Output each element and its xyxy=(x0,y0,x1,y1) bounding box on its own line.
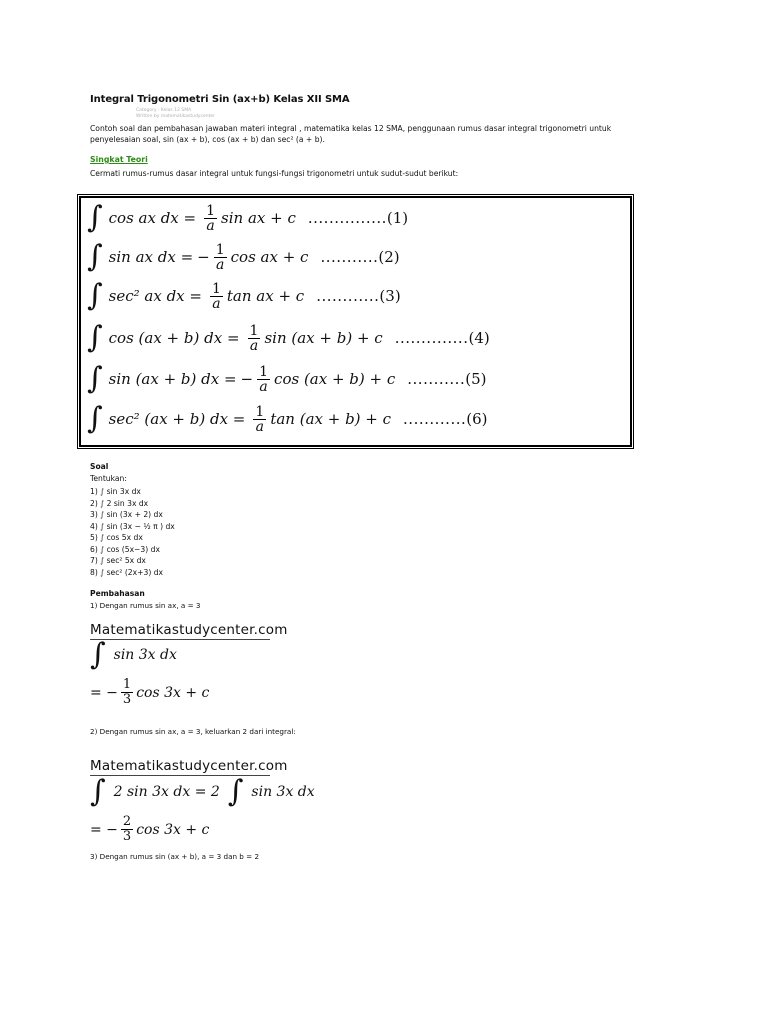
formula-dots: ............... xyxy=(307,209,387,227)
formula-sign: − xyxy=(240,370,254,388)
formula-dots: ........... xyxy=(320,248,379,266)
list-item: 3) ∫ sin (3x + 2) dx xyxy=(90,510,163,519)
formula-fraction xyxy=(214,243,227,272)
fraction-numerator: 1 xyxy=(211,280,221,297)
formula-row xyxy=(87,200,408,236)
formula-rhs: sin (ax + b) + c xyxy=(264,329,383,347)
formula-row xyxy=(87,278,401,314)
step2-caption: 2) Dengan rumus sin ax, a = 3, keluarkan 2 dari integral: xyxy=(90,727,296,736)
formula-dots: ........... xyxy=(407,370,466,388)
document-title: Integral Trigonometri Sin (ax+b) Kelas XII SMA xyxy=(90,94,350,105)
formula-tag: (4) xyxy=(468,329,490,347)
step2-result xyxy=(90,815,209,844)
integral-sign: ∫ xyxy=(87,361,103,396)
integral-sign: ∫ xyxy=(87,278,103,313)
formula-fraction xyxy=(253,405,266,434)
formula-tag: (2) xyxy=(378,248,400,266)
formula-tag: (6) xyxy=(466,410,488,428)
formula-row xyxy=(87,320,490,356)
result-fraction xyxy=(121,815,133,844)
fraction-numerator: 1 xyxy=(259,363,269,380)
section-heading-link[interactable]: Singkat Teori xyxy=(90,155,148,164)
formula-lhs: cos (ax + b) dx = xyxy=(108,329,240,347)
formula-row xyxy=(87,239,400,275)
formula-lhs: sin ax dx = xyxy=(108,248,194,266)
formula-dots: ............ xyxy=(403,410,467,428)
integral-sign: ∫ xyxy=(87,401,103,436)
list-item: 5) ∫ cos 5x dx xyxy=(90,533,143,542)
meta-author: Written by matematikastudycenter xyxy=(136,114,215,119)
fraction-denominator: a xyxy=(249,337,259,354)
step1-integral xyxy=(90,637,177,672)
formula-fraction xyxy=(210,282,223,311)
formula-rhs: cos (ax + b) + c xyxy=(274,370,396,388)
result-expression: cos 3x + c xyxy=(136,821,210,838)
list-item: 4) ∫ sin (3x − ½ π ) dx xyxy=(90,521,175,531)
formula-tag: (3) xyxy=(379,287,401,305)
fraction-numerator: 2 xyxy=(122,814,132,829)
formula-rhs: tan ax + c xyxy=(226,287,305,305)
formula-fraction xyxy=(204,204,217,233)
formula-lhs: sec² ax dx = xyxy=(108,287,202,305)
brand-watermark: Matematikastudycenter.com xyxy=(90,622,288,638)
list-item: 7) ∫ sec² 5x dx xyxy=(90,556,146,565)
integral-sign: ∫ xyxy=(87,239,103,274)
formula-box xyxy=(79,196,632,447)
fraction-numerator: 1 xyxy=(255,403,265,420)
integral-sign: ∫ xyxy=(227,774,244,809)
meta-category: Category : Kelas 12 SMA xyxy=(136,108,192,113)
step3-caption: 3) Dengan rumus sin (ax + b), a = 3 dan b = 2 xyxy=(90,852,260,861)
result-sign: = − xyxy=(90,821,118,838)
soal-heading: Soal xyxy=(90,462,109,471)
fraction-denominator: 3 xyxy=(122,692,132,707)
fraction-numerator: 1 xyxy=(206,202,216,219)
fraction-numerator: 1 xyxy=(122,677,132,692)
pembahasan-heading: Pembahasan xyxy=(90,589,145,598)
formula-rhs: cos ax + c xyxy=(230,248,309,266)
intro-paragraph: Contoh soal dan pembahasan jawaban materi integral , matematika kelas 12 SMA, penggunaan rumus dasar integral trigonometri untuk penyelesaian soal, sin (ax + b), cos (ax + b) dan sec² (a + b). xyxy=(90,124,612,144)
list-item: 8) ∫ sec² (2x+3) dx xyxy=(90,567,164,577)
integral-sign: ∫ xyxy=(87,320,103,355)
formula-lhs: sin (ax + b) dx = xyxy=(108,370,237,388)
soal-prompt: Tentukan: xyxy=(90,474,127,483)
step1-integrand: sin 3x dx xyxy=(113,647,177,663)
fraction-denominator: a xyxy=(255,418,265,435)
formula-tag: (1) xyxy=(386,209,409,227)
soal-list xyxy=(90,486,175,578)
integral-sign: ∫ xyxy=(90,637,106,672)
formula-lhs: cos ax dx = xyxy=(108,209,197,227)
result-fraction xyxy=(121,678,133,707)
step1-caption: 1) Dengan rumus sin ax, a = 3 xyxy=(90,601,201,610)
section-description: Cermati rumus-rumus dasar integral untuk fungsi-fungsi trigonometri untuk sudut-sudut berikut: xyxy=(90,169,459,178)
fraction-denominator: a xyxy=(259,378,268,395)
list-item: 6) ∫ cos (5x−3) dx xyxy=(90,544,160,554)
formula-dots: ............ xyxy=(316,287,380,305)
list-item: 1) ∫ sin 3x dx xyxy=(90,487,141,496)
step2-integral xyxy=(90,774,315,809)
brand-watermark: Matematikastudycenter.com xyxy=(90,758,288,774)
list-item: 2) ∫ 2 sin 3x dx xyxy=(90,498,149,508)
fraction-numerator: 1 xyxy=(215,241,225,258)
formula-tag: (5) xyxy=(465,370,487,388)
formula-row xyxy=(87,401,488,437)
formula-fraction xyxy=(248,324,261,353)
formula-sign: − xyxy=(197,248,210,266)
fraction-denominator: 3 xyxy=(122,829,132,844)
result-sign: = − xyxy=(90,684,118,701)
fraction-denominator: a xyxy=(216,256,225,273)
fraction-denominator: a xyxy=(206,217,215,234)
fraction-numerator: 1 xyxy=(249,322,259,339)
formula-rhs: tan (ax + b) + c xyxy=(270,410,392,428)
formula-dots: .............. xyxy=(394,329,469,347)
integral-sign: ∫ xyxy=(90,774,106,809)
step2-integrand-right: sin 3x dx xyxy=(251,784,315,800)
step2-integrand-left: 2 sin 3x dx = 2 xyxy=(113,784,220,800)
formula-rhs: sin ax + c xyxy=(221,209,296,227)
result-expression: cos 3x + c xyxy=(136,684,210,701)
formula-fraction xyxy=(257,365,270,394)
fraction-denominator: a xyxy=(212,295,221,312)
formula-lhs: sec² (ax + b) dx = xyxy=(108,410,246,428)
formula-row xyxy=(87,361,486,397)
step1-result xyxy=(90,678,209,707)
integral-sign: ∫ xyxy=(87,200,103,235)
